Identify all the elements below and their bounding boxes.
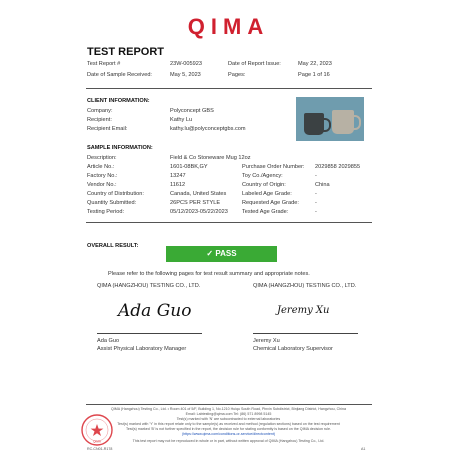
- signature-jeremy-xu: Jeremy Xu: [277, 305, 330, 316]
- signature-ada-guo: Ada Guo: [118, 301, 192, 321]
- sig-right-name: Jeremy Xu: [253, 338, 280, 344]
- vendor-value: 11612: [170, 182, 186, 188]
- factory-label: Factory No.:: [87, 173, 118, 179]
- sample-heading: SAMPLE INFORMATION:: [87, 145, 153, 151]
- distribution-label: Country of Distribution:: [87, 191, 144, 197]
- pages-label: Pages:: [228, 72, 246, 78]
- vendor-label: Vendor No.:: [87, 182, 117, 188]
- pass-text: PASS: [215, 249, 237, 258]
- signature-line-right: [253, 333, 358, 334]
- labeled-age-label: Labeled Age Grade:: [242, 191, 292, 197]
- period-label: Testing Period:: [87, 209, 125, 215]
- note-text: Please refer to the following pages for test result summary and appropriate notes.: [108, 271, 310, 277]
- sig-left-company: QIMA (HANGZHOU) TESTING CO., LTD.: [97, 283, 201, 289]
- issue-date-label: Date of Report Issue:: [228, 61, 281, 67]
- company-value: Polyconcept GBS: [170, 108, 214, 114]
- description-label: Description:: [87, 155, 117, 161]
- sig-right-company: QIMA (HANGZHOU) TESTING CO., LTD.: [253, 283, 357, 289]
- factory-value: 13247: [170, 173, 186, 179]
- footer-line-7: This test report may not be reproduced in whole or in part, without written approval of QIMA (Hangzhou) Testing Co., Ltd.: [132, 439, 325, 443]
- report-no-label: Test Report #: [87, 61, 121, 67]
- recipient-value: Kathy Lu: [170, 117, 193, 123]
- company-label: Company:: [87, 108, 113, 114]
- origin-label: Country of Origin:: [242, 182, 286, 188]
- signature-line-left: [97, 333, 202, 334]
- company-seal: [80, 413, 114, 447]
- description-value: Field & Co Stoneware Mug 12oz: [170, 155, 251, 161]
- grey-mug: [332, 110, 354, 134]
- sample-date: May 5, 2023: [170, 72, 201, 78]
- distribution-value: Canada, United States: [170, 191, 227, 197]
- footer-line-3: Test(s) marked with 'N' are subcontracted to external laboratories: [176, 417, 281, 421]
- pass-badge: [166, 246, 277, 262]
- quantity-label: Quantity Submitted:: [87, 200, 137, 206]
- requested-age-label: Requested Age Grade:: [242, 200, 299, 206]
- email-label: Recipient Email:: [87, 126, 128, 132]
- tested-age-label: Tested Age Grade:: [242, 209, 289, 215]
- issue-date: May 22, 2023: [298, 61, 332, 67]
- email-value: kathy.lu@polyconceptgbs.com: [170, 126, 246, 132]
- sig-left-title: Assist Physical Laboratory Manager: [97, 346, 187, 352]
- check-icon: ✓: [206, 249, 216, 258]
- grey-mug-handle: [352, 115, 361, 130]
- tested-age-value: -: [315, 209, 317, 215]
- footer-link[interactable]: (https://www.qima.com/conditions-or-service/directcontent): [181, 432, 276, 436]
- footer-line-4: Test(s) marked with 'Y' in this report relate only to the sample(s) as received and method (regulation sections) based on the test requirement: [117, 422, 340, 426]
- footer-divider: [86, 404, 372, 405]
- seal-text: QIMA: [93, 439, 101, 444]
- black-mug-handle: [322, 118, 331, 132]
- po-value: 2029858 2029855: [315, 164, 361, 170]
- pages-value: Page 1 of 16: [298, 72, 330, 78]
- requested-age-value: -: [315, 200, 317, 206]
- result-label: OVERALL RESULT:: [87, 243, 139, 249]
- footer-line-1: QIMA (Hangzhou) Testing Co., Ltd. • Room 401 of 5/F, Building 1, No.1210 Huiqu South Road, Pinvin Subdistrict, Binjiang District, Hangzhou, China: [110, 407, 347, 411]
- article-label: Article No.:: [87, 164, 115, 170]
- article-value: 1601-08BK,GY: [170, 164, 208, 170]
- quantity-value: 26PCS PER STYLE: [170, 200, 221, 206]
- origin-value: China: [315, 182, 330, 188]
- period-value: 05/12/2023-05/22/2023: [170, 209, 228, 215]
- footer-line-5: Test(s) marked 'B' is not further specified in the report, the decision rule for stating conformity is based on the QIMA decision rule.: [126, 427, 331, 431]
- toyco-value: -: [315, 173, 317, 179]
- footer-code: RC-CN01-R178: [87, 447, 113, 451]
- sig-right-title: Chemical Laboratory Supervisor: [253, 346, 333, 352]
- client-heading: CLIENT INFORMATION:: [87, 98, 150, 104]
- labeled-age-value: -: [315, 191, 317, 197]
- footer-line-2: Email: Labtesting@qima.com Tel: (86) 571 8998 5145: [185, 412, 272, 416]
- sig-left-name: Ada Guo: [97, 338, 120, 344]
- footer-page-code: A1: [361, 447, 366, 451]
- black-mug: [304, 113, 324, 135]
- report-title: TEST REPORT: [87, 46, 165, 58]
- divider: [86, 88, 372, 89]
- sample-date-label: Date of Sample Received:: [87, 72, 152, 78]
- divider: [86, 222, 372, 223]
- toyco-label: Toy Co./Agency:: [242, 173, 283, 179]
- product-photo: [296, 97, 364, 141]
- recipient-label: Recipient:: [87, 117, 112, 123]
- qima-logo: QIMA: [187, 14, 270, 39]
- po-label: Purchase Order Number:: [242, 164, 305, 170]
- report-no: 23W-005923: [170, 61, 202, 67]
